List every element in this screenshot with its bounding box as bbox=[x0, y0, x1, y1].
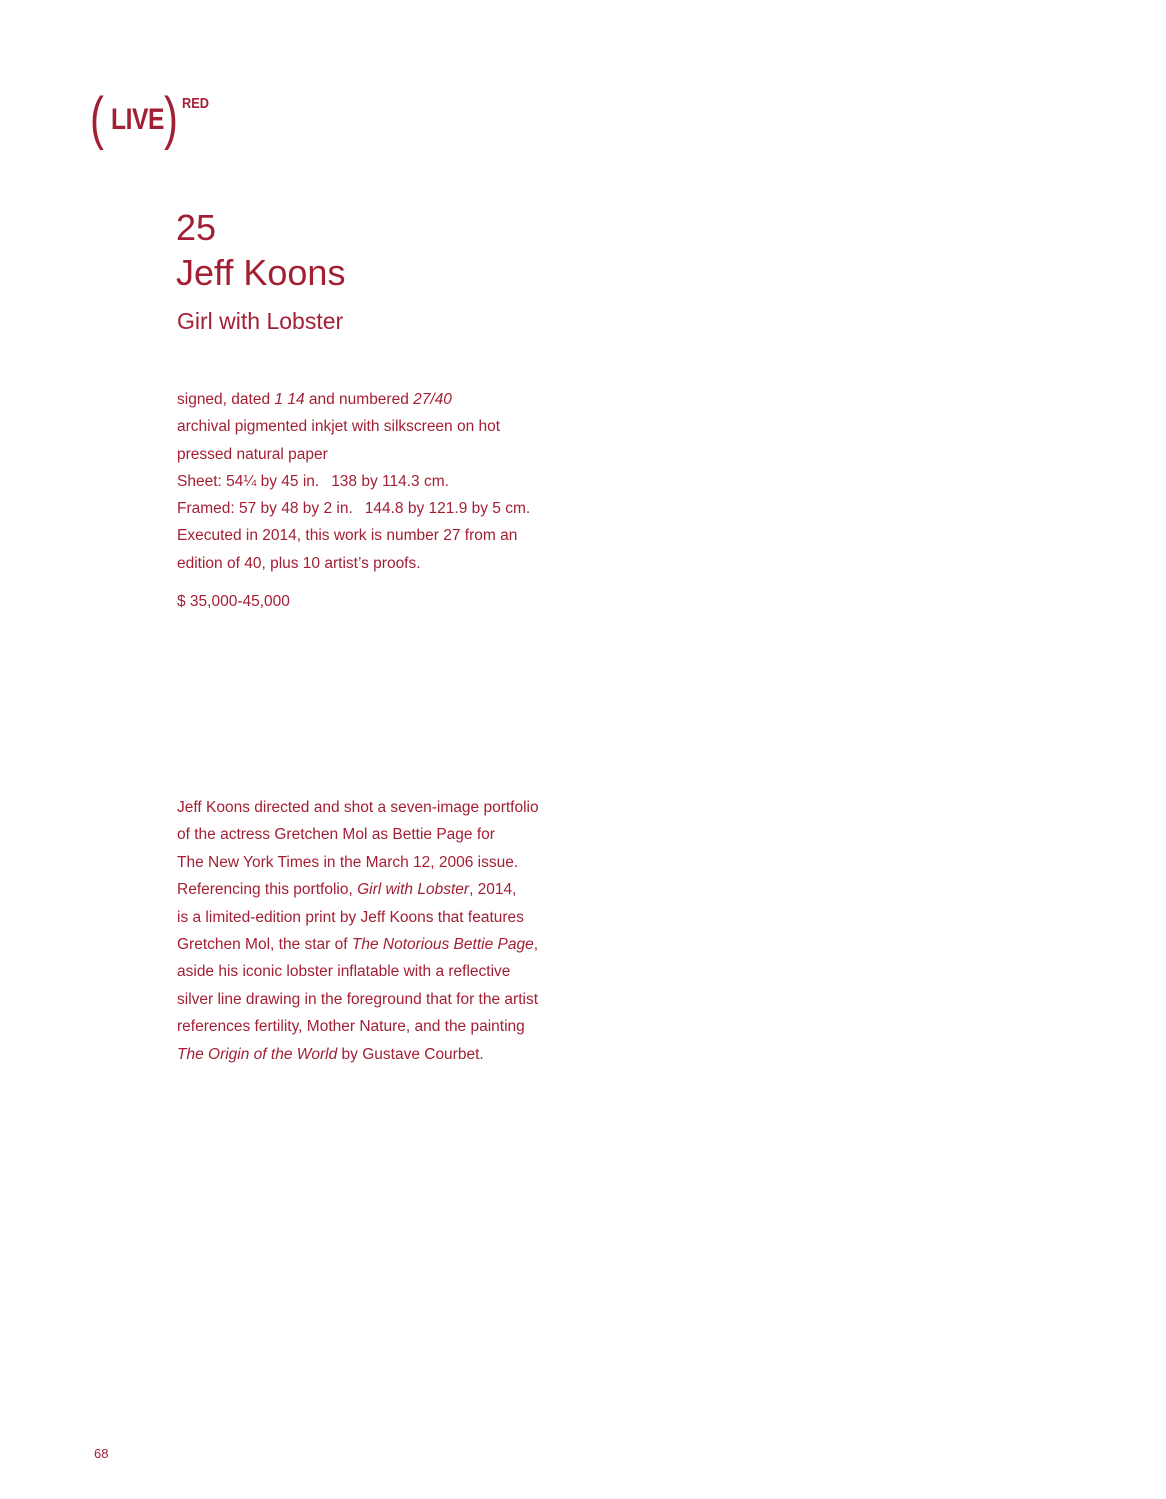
essay-text: Gretchen Mol, the star of bbox=[177, 936, 352, 954]
essay-line: silver line drawing in the foreground that for the artist bbox=[177, 990, 538, 1008]
details-line-medium: archival pigmented inkjet with silkscreen on hot bbox=[177, 418, 501, 436]
framed-size-metric: 144.8 by 121.9 by 5 cm. bbox=[364, 500, 531, 518]
price-estimate: $ 35,000-45,000 bbox=[177, 593, 290, 610]
artwork-title: Girl with Lobster bbox=[177, 308, 344, 334]
details-line-edition: edition of 40, plus 10 artist’s proofs. bbox=[177, 554, 421, 572]
essay-text: by Gustave Courbet. bbox=[337, 1045, 484, 1063]
essay-line bbox=[177, 931, 597, 958]
lot-number: 25 bbox=[176, 207, 217, 248]
details-text: signed, dated bbox=[177, 391, 275, 408]
details-line-medium-cont: pressed natural paper bbox=[177, 445, 328, 463]
lot-details bbox=[177, 386, 597, 577]
logo-left-paren: ( bbox=[90, 86, 104, 151]
details-line-signature bbox=[177, 386, 597, 413]
essay-text: , 2014, bbox=[469, 881, 517, 899]
essay-line bbox=[177, 1041, 597, 1068]
details-italic-number: 27/40 bbox=[413, 391, 452, 408]
sheet-size-imperial: Sheet: 54¼ by 45 in. bbox=[177, 472, 320, 490]
essay-text: , bbox=[533, 936, 539, 954]
details-italic-date: 1 14 bbox=[274, 391, 305, 408]
live-red-logo bbox=[90, 88, 220, 154]
essay-line: is a limited-edition print by Jeff Koons that features bbox=[177, 908, 524, 926]
essay-line: Jeff Koons directed and shot a seven-image portfolio bbox=[177, 799, 539, 816]
catalogue-essay bbox=[177, 794, 597, 1068]
artist-name: Jeff Koons bbox=[176, 252, 346, 293]
essay-line: of the actress Gretchen Mol as Bettie Page for bbox=[177, 826, 495, 844]
sheet-size-metric: 138 by 114.3 cm. bbox=[331, 472, 449, 490]
details-line-framed-size bbox=[177, 495, 597, 522]
essay-italic-title: Girl with Lobster bbox=[357, 881, 470, 899]
essay-line: references fertility, Mother Nature, and the painting bbox=[177, 1018, 525, 1036]
essay-line bbox=[177, 876, 597, 903]
essay-line: aside his iconic lobster inflatable with a reflective bbox=[177, 963, 511, 981]
essay-italic-title: The Notorious Bettie Page bbox=[351, 936, 534, 954]
details-line-execution: Executed in 2014, this work is number 27 from an bbox=[177, 527, 518, 545]
essay-line: The New York Times in the March 12, 2006 issue. bbox=[177, 853, 519, 871]
essay-italic-title: The Origin of the World bbox=[177, 1045, 338, 1063]
essay-text: Referencing this portfolio, bbox=[177, 881, 358, 899]
page-number: 68 bbox=[94, 1446, 109, 1461]
logo-right-paren: ) bbox=[164, 86, 178, 151]
framed-size-imperial: Framed: 57 by 48 by 2 in. bbox=[177, 500, 353, 518]
logo-live-text: LIVE bbox=[111, 103, 165, 136]
logo-red-superscript: RED bbox=[182, 95, 209, 112]
details-text: and numbered bbox=[304, 391, 414, 408]
details-line-sheet-size bbox=[177, 468, 597, 495]
